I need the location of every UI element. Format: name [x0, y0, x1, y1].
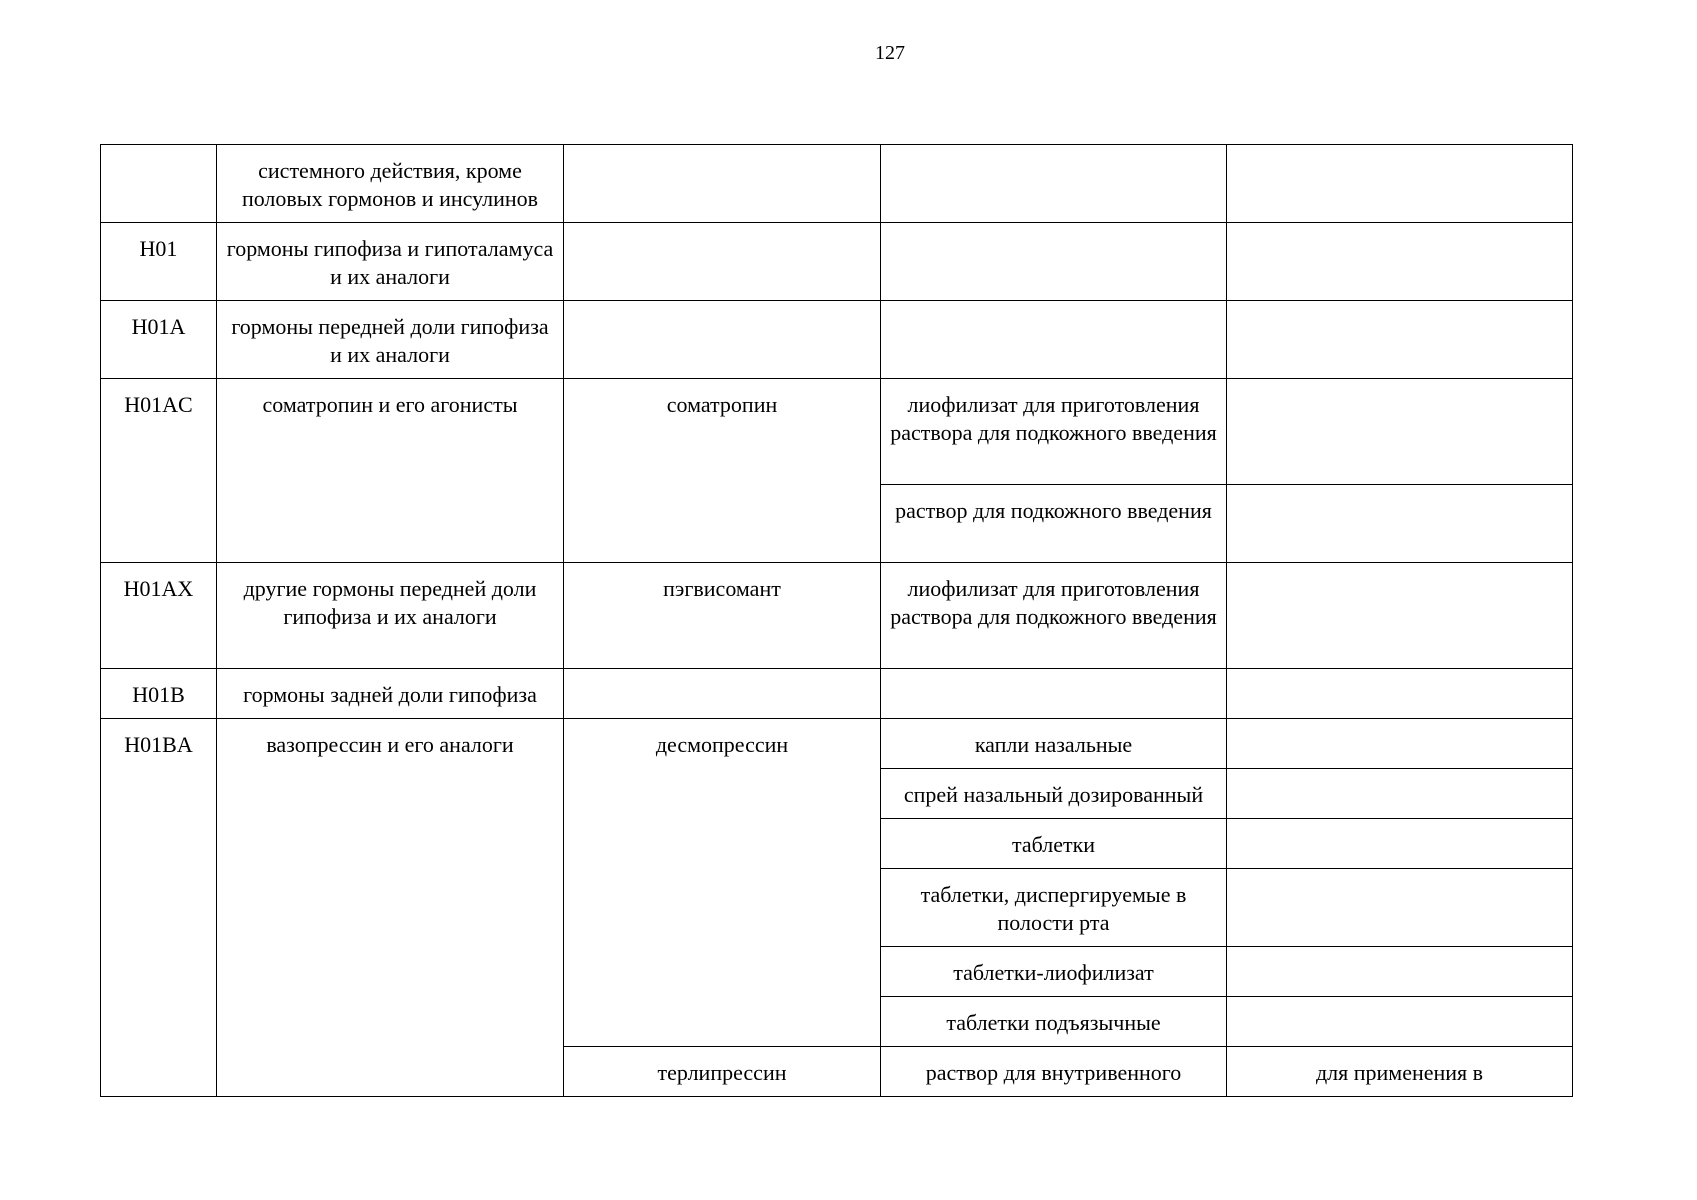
note-cell — [1227, 819, 1573, 869]
note-cell: для применения в — [1227, 1047, 1573, 1097]
group-cell: гормоны передней доли гипофиза и их аналоги — [217, 301, 564, 379]
note-cell — [1227, 869, 1573, 947]
form-cell: лиофилизат для приготовления раствора для подкожного введения — [881, 563, 1227, 669]
table-row — [101, 301, 1573, 379]
form-cell: раствор для подкожного введения — [881, 485, 1227, 563]
note-cell — [1227, 379, 1573, 485]
note-cell — [1227, 301, 1573, 379]
group-cell: соматропин и его агонисты — [217, 379, 564, 563]
drug-table — [100, 144, 1573, 1097]
note-cell — [1227, 997, 1573, 1047]
form-cell: таблетки-лиофилизат — [881, 947, 1227, 997]
note-cell — [1227, 719, 1573, 769]
note-cell — [1227, 145, 1573, 223]
form-cell: раствор для внутривенного — [881, 1047, 1227, 1097]
note-cell — [1227, 947, 1573, 997]
group-cell: системного действия, кроме половых гормонов и инсулинов — [217, 145, 564, 223]
atc-code-cell: H01A — [101, 301, 217, 379]
page-number: 127 — [875, 42, 905, 64]
drug-cell — [564, 145, 881, 223]
note-cell — [1227, 485, 1573, 563]
atc-code-cell: H01BA — [101, 719, 217, 1097]
form-cell — [881, 145, 1227, 223]
drug-cell: пэгвисомант — [564, 563, 881, 669]
form-cell: капли назальные — [881, 719, 1227, 769]
form-cell: лиофилизат для приготовления раствора для подкожного введения — [881, 379, 1227, 485]
atc-code-cell: H01B — [101, 669, 217, 719]
form-cell: таблетки, диспергируемые в полости рта — [881, 869, 1227, 947]
atc-code-cell: H01AC — [101, 379, 217, 563]
form-cell — [881, 301, 1227, 379]
form-cell: таблетки подъязычные — [881, 997, 1227, 1047]
note-cell — [1227, 669, 1573, 719]
atc-code-cell: H01 — [101, 223, 217, 301]
table-row — [101, 719, 1573, 769]
group-cell: гормоны гипофиза и гипоталамуса и их аналоги — [217, 223, 564, 301]
table-row — [101, 563, 1573, 669]
drug-cell: соматропин — [564, 379, 881, 563]
drug-cell — [564, 301, 881, 379]
drug-cell: терлипрессин — [564, 1047, 881, 1097]
group-cell: вазопрессин и его аналоги — [217, 719, 564, 1097]
group-cell: другие гормоны передней доли гипофиза и их аналоги — [217, 563, 564, 669]
drug-cell — [564, 223, 881, 301]
drug-cell — [564, 669, 881, 719]
atc-code-cell — [101, 145, 217, 223]
note-cell — [1227, 223, 1573, 301]
drug-cell: десмопрессин — [564, 719, 881, 1047]
table-row — [101, 145, 1573, 223]
note-cell — [1227, 563, 1573, 669]
table-row — [101, 223, 1573, 301]
table-row — [101, 669, 1573, 719]
note-cell — [1227, 769, 1573, 819]
group-cell: гормоны задней доли гипофиза — [217, 669, 564, 719]
atc-code-cell: H01AX — [101, 563, 217, 669]
form-cell: спрей назальный дозированный — [881, 769, 1227, 819]
form-cell: таблетки — [881, 819, 1227, 869]
form-cell — [881, 223, 1227, 301]
table-row — [101, 379, 1573, 485]
form-cell — [881, 669, 1227, 719]
